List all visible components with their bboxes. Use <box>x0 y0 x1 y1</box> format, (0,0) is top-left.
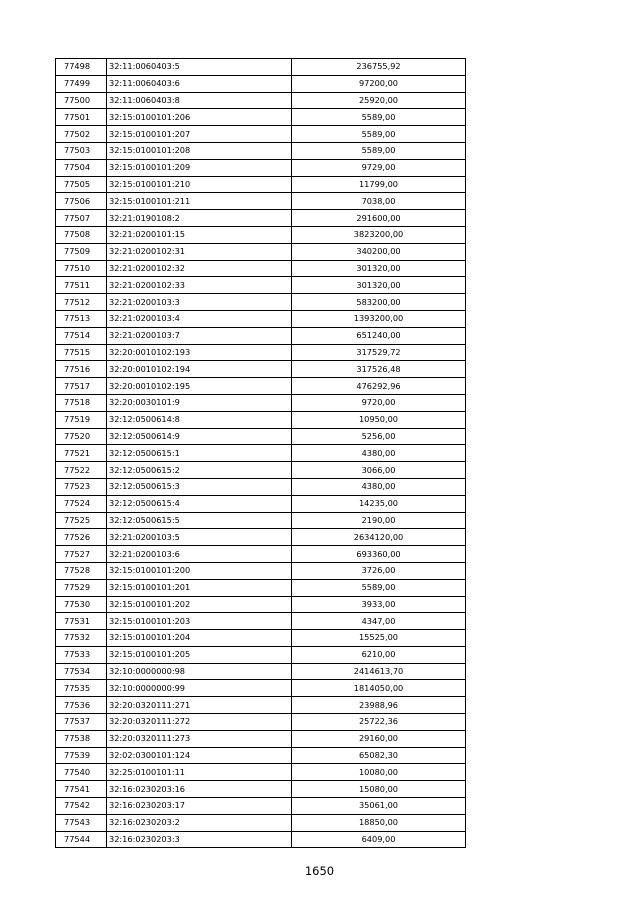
table-row <box>56 394 466 411</box>
row-number-cell: 77538 <box>56 730 107 747</box>
table-row <box>56 529 466 546</box>
value-cell: 5589,00 <box>292 579 466 596</box>
table-row <box>56 613 466 630</box>
value-cell: 6409,00 <box>292 831 466 848</box>
cadastral-number-cell: 32:21:0200103:4 <box>107 310 292 327</box>
row-number-cell: 77516 <box>56 361 107 378</box>
row-number-cell: 77530 <box>56 596 107 613</box>
row-number-cell: 77527 <box>56 546 107 563</box>
value-cell: 5256,00 <box>292 428 466 445</box>
row-number-cell: 77514 <box>56 327 107 344</box>
cadastral-number-cell: 32:15:0100101:211 <box>107 193 292 210</box>
value-cell: 7038,00 <box>292 193 466 210</box>
table-row <box>56 428 466 445</box>
value-cell: 3726,00 <box>292 562 466 579</box>
cadastral-number-cell: 32:12:0500614:9 <box>107 428 292 445</box>
cadastral-number-cell: 32:16:0230203:3 <box>107 831 292 848</box>
value-cell: 25920,00 <box>292 92 466 109</box>
table-row <box>56 747 466 764</box>
row-number-cell: 77539 <box>56 747 107 764</box>
table-row <box>56 714 466 731</box>
table-row <box>56 512 466 529</box>
table-row <box>56 277 466 294</box>
value-cell: 4380,00 <box>292 478 466 495</box>
cadastral-number-cell: 32:20:0320111:272 <box>107 714 292 731</box>
cadastral-number-cell: 32:16:0230203:16 <box>107 781 292 798</box>
value-cell: 301320,00 <box>292 277 466 294</box>
cadastral-number-cell: 32:21:0190108:2 <box>107 210 292 227</box>
cadastral-number-cell: 32:20:0010102:194 <box>107 361 292 378</box>
cadastral-number-cell: 32:12:0500615:4 <box>107 495 292 512</box>
row-number-cell: 77499 <box>56 75 107 92</box>
row-number-cell: 77511 <box>56 277 107 294</box>
cadastral-number-cell: 32:15:0100101:203 <box>107 613 292 630</box>
table-row <box>56 798 466 815</box>
value-cell: 25722,36 <box>292 714 466 731</box>
table-row <box>56 663 466 680</box>
table-row <box>56 562 466 579</box>
value-cell: 10080,00 <box>292 764 466 781</box>
cadastral-number-cell: 32:15:0100101:205 <box>107 646 292 663</box>
row-number-cell: 77503 <box>56 142 107 159</box>
cadastral-number-cell: 32:12:0500615:1 <box>107 445 292 462</box>
value-cell: 6210,00 <box>292 646 466 663</box>
table-row <box>56 411 466 428</box>
table-row <box>56 697 466 714</box>
table-row <box>56 462 466 479</box>
table-row <box>56 781 466 798</box>
cadastral-number-cell: 32:21:0200102:32 <box>107 260 292 277</box>
cadastral-value-table <box>55 58 466 848</box>
value-cell: 15080,00 <box>292 781 466 798</box>
cadastral-number-cell: 32:21:0200103:3 <box>107 294 292 311</box>
row-number-cell: 77508 <box>56 226 107 243</box>
value-cell: 4380,00 <box>292 445 466 462</box>
table-row <box>56 579 466 596</box>
value-cell: 3933,00 <box>292 596 466 613</box>
table-row <box>56 226 466 243</box>
table-row <box>56 378 466 395</box>
table-row <box>56 630 466 647</box>
value-cell: 29160,00 <box>292 730 466 747</box>
table-row <box>56 193 466 210</box>
row-number-cell: 77521 <box>56 445 107 462</box>
table-row <box>56 814 466 831</box>
row-number-cell: 77498 <box>56 59 107 76</box>
value-cell: 65082,30 <box>292 747 466 764</box>
row-number-cell: 77510 <box>56 260 107 277</box>
table-row <box>56 59 466 76</box>
row-number-cell: 77515 <box>56 344 107 361</box>
table-row <box>56 142 466 159</box>
value-cell: 2190,00 <box>292 512 466 529</box>
value-cell: 15525,00 <box>292 630 466 647</box>
value-cell: 651240,00 <box>292 327 466 344</box>
table-row <box>56 126 466 143</box>
cadastral-number-cell: 32:21:0200103:6 <box>107 546 292 563</box>
cadastral-number-cell: 32:15:0100101:210 <box>107 176 292 193</box>
cadastral-number-cell: 32:20:0010102:193 <box>107 344 292 361</box>
row-number-cell: 77512 <box>56 294 107 311</box>
row-number-cell: 77522 <box>56 462 107 479</box>
row-number-cell: 77533 <box>56 646 107 663</box>
cadastral-number-cell: 32:11:0060403:8 <box>107 92 292 109</box>
cadastral-number-cell: 32:15:0100101:200 <box>107 562 292 579</box>
row-number-cell: 77532 <box>56 630 107 647</box>
value-cell: 476292,96 <box>292 378 466 395</box>
row-number-cell: 77535 <box>56 680 107 697</box>
table-row <box>56 831 466 848</box>
row-number-cell: 77529 <box>56 579 107 596</box>
row-number-cell: 77502 <box>56 126 107 143</box>
row-number-cell: 77523 <box>56 478 107 495</box>
page-number: 1650 <box>304 864 335 878</box>
cadastral-number-cell: 32:15:0100101:207 <box>107 126 292 143</box>
cadastral-number-cell: 32:21:0200103:7 <box>107 327 292 344</box>
row-number-cell: 77501 <box>56 109 107 126</box>
table-row <box>56 361 466 378</box>
table-row <box>56 730 466 747</box>
cadastral-number-cell: 32:12:0500615:2 <box>107 462 292 479</box>
table-row <box>56 243 466 260</box>
value-cell: 2414613,70 <box>292 663 466 680</box>
row-number-cell: 77526 <box>56 529 107 546</box>
row-number-cell: 77528 <box>56 562 107 579</box>
table-row <box>56 294 466 311</box>
table-row <box>56 75 466 92</box>
row-number-cell: 77537 <box>56 714 107 731</box>
value-cell: 5589,00 <box>292 142 466 159</box>
table-row <box>56 596 466 613</box>
cadastral-number-cell: 32:15:0100101:208 <box>107 142 292 159</box>
row-number-cell: 77509 <box>56 243 107 260</box>
row-number-cell: 77536 <box>56 697 107 714</box>
row-number-cell: 77531 <box>56 613 107 630</box>
row-number-cell: 77520 <box>56 428 107 445</box>
table-row <box>56 210 466 227</box>
row-number-cell: 77507 <box>56 210 107 227</box>
table-row <box>56 159 466 176</box>
value-cell: 3823200,00 <box>292 226 466 243</box>
table-row <box>56 92 466 109</box>
value-cell: 1814050,00 <box>292 680 466 697</box>
cadastral-number-cell: 32:15:0100101:206 <box>107 109 292 126</box>
value-cell: 11799,00 <box>292 176 466 193</box>
cadastral-number-cell: 32:20:0030101:9 <box>107 394 292 411</box>
row-number-cell: 77540 <box>56 764 107 781</box>
value-cell: 9720,00 <box>292 394 466 411</box>
row-number-cell: 77525 <box>56 512 107 529</box>
cadastral-number-cell: 32:15:0100101:209 <box>107 159 292 176</box>
cadastral-number-cell: 32:21:0200102:31 <box>107 243 292 260</box>
value-cell: 301320,00 <box>292 260 466 277</box>
value-cell: 693360,00 <box>292 546 466 563</box>
value-cell: 4347,00 <box>292 613 466 630</box>
row-number-cell: 77500 <box>56 92 107 109</box>
value-cell: 35061,00 <box>292 798 466 815</box>
value-cell: 14235,00 <box>292 495 466 512</box>
cadastral-number-cell: 32:21:0200102:33 <box>107 277 292 294</box>
table-row <box>56 176 466 193</box>
cadastral-number-cell: 32:16:0230203:17 <box>107 798 292 815</box>
row-number-cell: 77506 <box>56 193 107 210</box>
row-number-cell: 77505 <box>56 176 107 193</box>
cadastral-number-cell: 32:02:0300101:124 <box>107 747 292 764</box>
value-cell: 23988,96 <box>292 697 466 714</box>
cadastral-number-cell: 32:15:0100101:204 <box>107 630 292 647</box>
row-number-cell: 77518 <box>56 394 107 411</box>
table-row <box>56 546 466 563</box>
cadastral-number-cell: 32:10:0000000:98 <box>107 663 292 680</box>
cadastral-number-cell: 32:12:0500615:3 <box>107 478 292 495</box>
row-number-cell: 77513 <box>56 310 107 327</box>
cadastral-number-cell: 32:20:0010102:195 <box>107 378 292 395</box>
value-cell: 1393200,00 <box>292 310 466 327</box>
table-row <box>56 310 466 327</box>
value-cell: 9729,00 <box>292 159 466 176</box>
table-row <box>56 109 466 126</box>
cadastral-number-cell: 32:12:0500614:8 <box>107 411 292 428</box>
cadastral-number-cell: 32:11:0060403:6 <box>107 75 292 92</box>
cadastral-number-cell: 32:10:0000000:99 <box>107 680 292 697</box>
table-row <box>56 646 466 663</box>
value-cell: 3066,00 <box>292 462 466 479</box>
table-row <box>56 260 466 277</box>
cadastral-number-cell: 32:15:0100101:202 <box>107 596 292 613</box>
value-cell: 10950,00 <box>292 411 466 428</box>
table-row <box>56 495 466 512</box>
table-row <box>56 680 466 697</box>
cadastral-number-cell: 32:16:0230203:2 <box>107 814 292 831</box>
value-cell: 340200,00 <box>292 243 466 260</box>
value-cell: 2634120,00 <box>292 529 466 546</box>
row-number-cell: 77544 <box>56 831 107 848</box>
table-row <box>56 344 466 361</box>
row-number-cell: 77524 <box>56 495 107 512</box>
row-number-cell: 77542 <box>56 798 107 815</box>
value-cell: 583200,00 <box>292 294 466 311</box>
table-body <box>56 59 466 848</box>
table-row <box>56 764 466 781</box>
value-cell: 236755,92 <box>292 59 466 76</box>
value-cell: 5589,00 <box>292 109 466 126</box>
cadastral-number-cell: 32:11:0060403:5 <box>107 59 292 76</box>
value-cell: 291600,00 <box>292 210 466 227</box>
value-cell: 97200,00 <box>292 75 466 92</box>
table-row <box>56 478 466 495</box>
cadastral-number-cell: 32:25:0100101:11 <box>107 764 292 781</box>
table-row <box>56 327 466 344</box>
value-cell: 18850,00 <box>292 814 466 831</box>
cadastral-number-cell: 32:20:0320111:273 <box>107 730 292 747</box>
cadastral-number-cell: 32:21:0200103:5 <box>107 529 292 546</box>
value-cell: 317526,48 <box>292 361 466 378</box>
row-number-cell: 77534 <box>56 663 107 680</box>
cadastral-number-cell: 32:21:0200101:15 <box>107 226 292 243</box>
value-cell: 317529,72 <box>292 344 466 361</box>
value-cell: 5589,00 <box>292 126 466 143</box>
cadastral-number-cell: 32:12:0500615:5 <box>107 512 292 529</box>
row-number-cell: 77504 <box>56 159 107 176</box>
cadastral-number-cell: 32:20:0320111:271 <box>107 697 292 714</box>
row-number-cell: 77543 <box>56 814 107 831</box>
table-row <box>56 445 466 462</box>
row-number-cell: 77541 <box>56 781 107 798</box>
row-number-cell: 77519 <box>56 411 107 428</box>
row-number-cell: 77517 <box>56 378 107 395</box>
cadastral-number-cell: 32:15:0100101:201 <box>107 579 292 596</box>
